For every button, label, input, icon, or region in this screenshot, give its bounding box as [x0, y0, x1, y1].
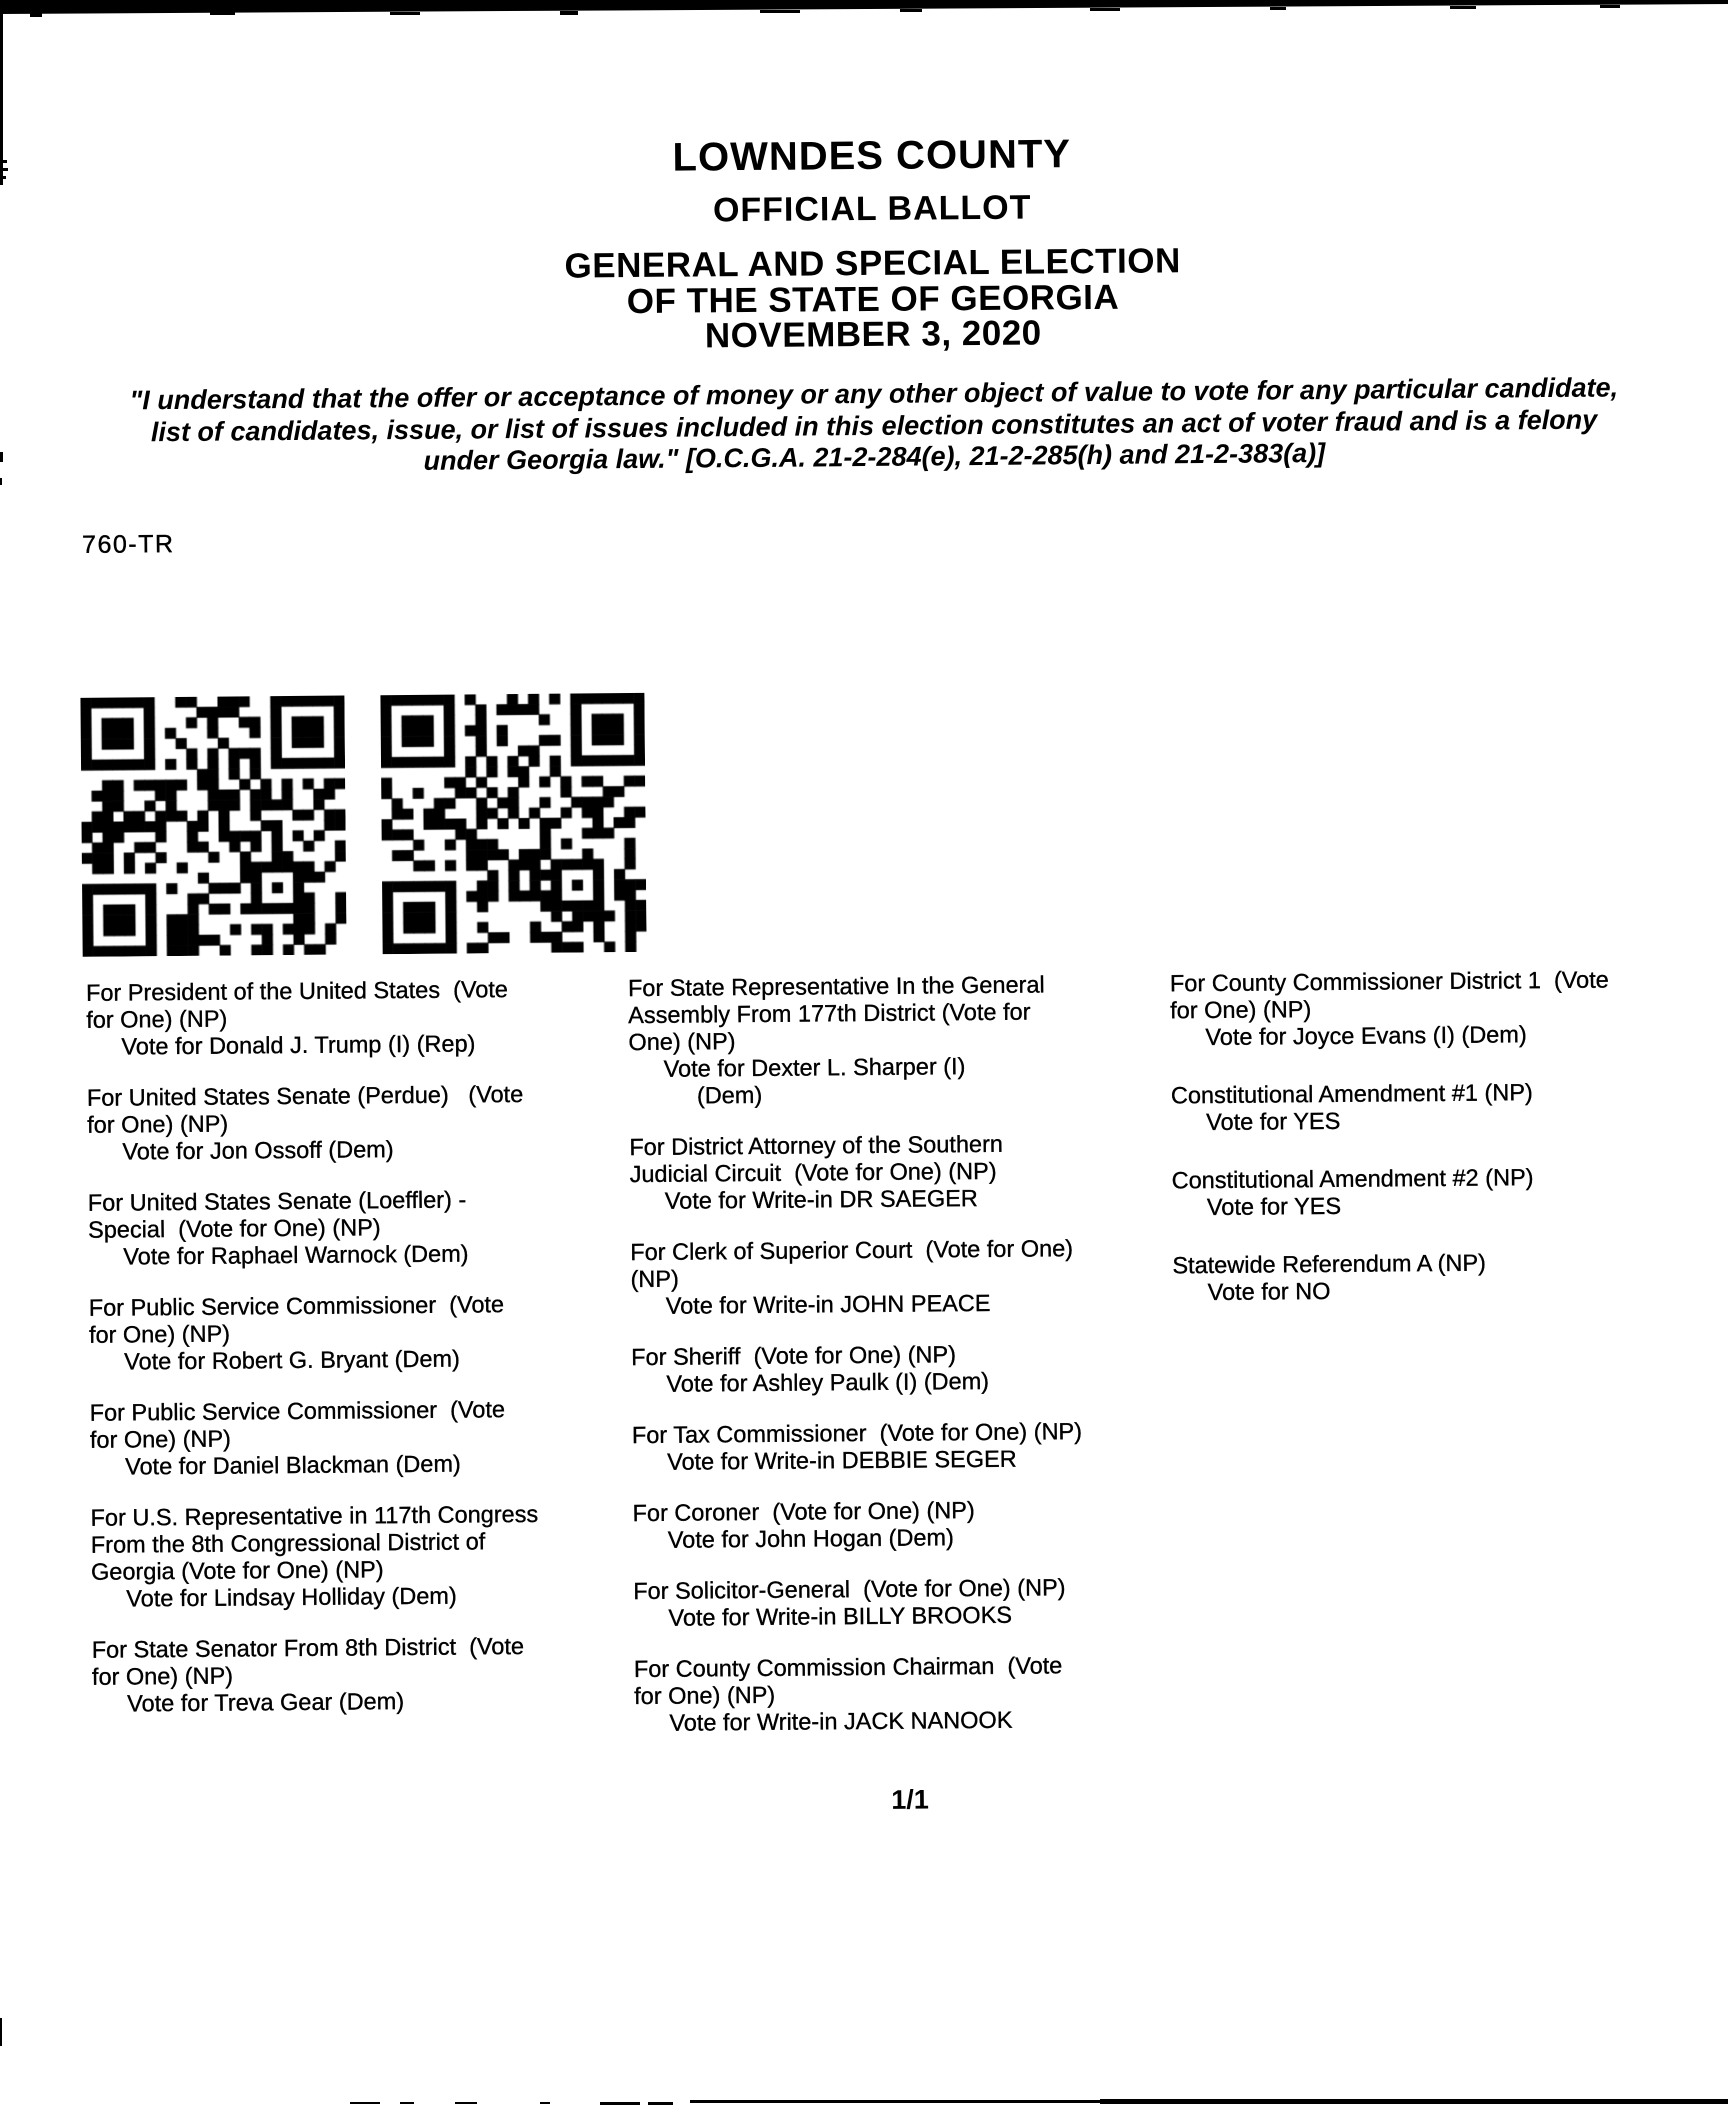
scan-artifact-bottom-dash [648, 2102, 673, 2105]
contest-title-line: For United States Senate (Perdue) (Vote [86, 1081, 524, 1111]
scan-artifact-bottom-dash [455, 2102, 477, 2104]
contest-block [632, 1418, 1083, 1476]
vote-selection-line: Vote for Joyce Evans (I) (Dem) [1205, 1021, 1527, 1051]
contest-title-line: for One) (NP) [91, 1662, 234, 1690]
contest-block [630, 1235, 1081, 1320]
contest-block [1171, 1079, 1610, 1137]
contest-title-line: For County Commissioner District 1 (Vote [1169, 966, 1609, 997]
contest-title-line: for One) (NP) [89, 1425, 232, 1453]
vote-selection-line: Vote for Lindsay Holliday (Dem) [126, 1582, 457, 1612]
scan-artifact-left-dot [0, 2018, 2, 2046]
scan-artifact-bottom-dash [600, 2102, 640, 2105]
contest-title-line: for One) (NP) [88, 1320, 231, 1348]
vote-selection-line: Vote for Ashley Paulk (I) (Dem) [666, 1367, 990, 1397]
contest-title-line: (NP) [630, 1265, 679, 1293]
county-title: LOWNDES COUNTY [672, 132, 1072, 180]
vote-selection-line: Vote for Write-in DEBBIE SEGER [667, 1445, 1017, 1475]
scan-artifact-left-tick [0, 168, 8, 171]
contest-title-line: for One) (NP) [87, 1110, 229, 1138]
contest-title-line: For United States Senate (Loeffler) - [87, 1186, 467, 1216]
contest-title-line: For Clerk of Superior Court (Vote for One) [630, 1235, 1074, 1266]
scan-artifact-bottom-edge [1100, 2099, 1728, 2104]
contest-title-line: for One) (NP) [86, 1005, 228, 1033]
ballot-qr-code-2 [380, 693, 646, 954]
contest-block [1172, 1249, 1611, 1307]
contest-title-line: From the 8th Congressional District of [90, 1528, 486, 1558]
scan-artifact-bottom-dash [350, 2102, 380, 2104]
contest-title-line: For Coroner (Vote for One) (NP) [632, 1497, 975, 1527]
contest-column-2 [628, 971, 1085, 1761]
contest-title-line: For Tax Commissioner (Vote for One) (NP) [631, 1418, 1083, 1449]
scan-artifact-tick [210, 12, 235, 15]
scan-artifact-tick [900, 9, 922, 12]
scan-artifact-bottom-dash [540, 2102, 550, 2104]
scan-artifact-tick [1270, 7, 1286, 10]
voter-fraud-disclaimer [1, 371, 1728, 481]
scan-artifact-left-dot [0, 452, 3, 462]
text-line: NOVEMBER 3, 2020 [704, 313, 1042, 356]
vote-selection-line: (Dem) [696, 1081, 763, 1109]
ballot-qr-code-1 [80, 696, 346, 957]
vote-selection-line: Vote for Robert G. Bryant (Dem) [124, 1345, 460, 1375]
vote-selection-line: Vote for Dexter L. Sharper (I) [663, 1053, 966, 1082]
contest-title-line: For County Commission Chairman (Vote [633, 1652, 1063, 1683]
vote-selection-line: Vote for YES [1206, 1192, 1342, 1221]
contest-title-line: For State Representative In the General [627, 971, 1045, 1002]
vote-selection-line: Vote for Write-in BILLY BROOKS [668, 1601, 1013, 1631]
contest-block [87, 1081, 535, 1166]
contest-title-line: For U.S. Representative in 117th Congress [90, 1500, 539, 1531]
contest-title-line: for One) (NP) [634, 1681, 776, 1710]
text-line: "I understand that the offer or acceptance of money or any other object of value to vote for any particular candidate, [129, 372, 1619, 416]
text-line: list of candidates, issue, or list of issues included in this election constitutes an act of voter fraud and is a felony [150, 404, 1598, 447]
contest-block [632, 1496, 1083, 1554]
text-line: OF THE STATE OF GEORGIA [626, 277, 1120, 321]
vote-selection-line: Vote for Treva Gear (Dem) [127, 1688, 405, 1717]
contest-title-line: For President of the United States (Vote [85, 976, 509, 1006]
contest-block [631, 1340, 1082, 1398]
contest-column-3 [1170, 967, 1612, 1338]
contest-block [89, 1291, 537, 1376]
vote-selection-line: Vote for Write-in DR SAEGER [664, 1185, 978, 1214]
page-number: 1/1 [891, 1784, 929, 1815]
scan-artifact-tick [560, 11, 578, 15]
contest-title-line: One) (NP) [628, 1028, 736, 1056]
vote-selection-line: Vote for Write-in JOHN PEACE [665, 1289, 991, 1319]
scan-artifact-tick [390, 12, 420, 15]
contest-title-line: For State Senator From 8th District (Vote [91, 1633, 525, 1663]
scan-artifact-tick [1600, 5, 1620, 8]
scan-artifact-bottom-dash [400, 2102, 414, 2104]
vote-selection-line: Vote for John Hogan (Dem) [667, 1524, 954, 1553]
vote-selection-line: Vote for Donald J. Trump (I) (Rep) [121, 1030, 476, 1060]
election-title [0, 238, 1728, 360]
contest-block [1172, 1164, 1611, 1222]
contest-title-line: For Public Service Commissioner (Vote [89, 1396, 506, 1426]
ballot-type-title: OFFICIAL BALLOT [712, 188, 1032, 230]
contest-title-line: For Public Service Commissioner (Vote [88, 1291, 505, 1321]
contest-title-line: Special (Vote for One) (NP) [87, 1214, 381, 1243]
scan-artifact-tick [1090, 8, 1120, 11]
contest-block [633, 1574, 1084, 1632]
contest-column-1 [86, 976, 540, 1742]
scan-artifact-left-edge-line [0, 10, 3, 185]
vote-selection-line: Vote for YES [1206, 1107, 1341, 1136]
vote-selection-line: Vote for Daniel Blackman (Dem) [125, 1450, 461, 1480]
contest-title-line: Georgia (Vote for One) (NP) [90, 1556, 384, 1585]
scan-artifact-left-tick [0, 160, 7, 163]
text-line: GENERAL AND SPECIAL ELECTION [564, 241, 1181, 286]
contest-title-line: For Sheriff (Vote for One) (NP) [631, 1341, 957, 1371]
contest-block [634, 1652, 1085, 1737]
contest-title-line: For Solicitor-General (Vote for One) (NP) [633, 1574, 1066, 1605]
contest-title-line: For District Attorney of the Southern [629, 1130, 1004, 1161]
contest-title-line: for One) (NP) [1170, 996, 1312, 1024]
contest-title-line: Statewide Referendum A (NP) [1172, 1249, 1487, 1279]
contest-title-line: Assembly From 177th District (Vote for [628, 998, 1031, 1029]
text-line: under Georgia law." [O.C.G.A. 21-2-284(e), 21-2-285(h) and 21-2-383(a)] [423, 438, 1326, 477]
contest-block [629, 1130, 1080, 1215]
vote-selection-line: Vote for Write-in JACK NANOOK [669, 1706, 1013, 1736]
scan-artifact-left-dot [0, 478, 2, 485]
contest-title-line: Constitutional Amendment #1 (NP) [1170, 1079, 1533, 1109]
vote-selection-line: Vote for NO [1207, 1277, 1331, 1306]
scan-artifact-tick [30, 13, 42, 17]
scan-artifact-tick [760, 10, 800, 13]
vote-selection-line: Vote for Raphael Warnock (Dem) [123, 1240, 469, 1270]
contest-block [628, 971, 1079, 1110]
scan-artifact-left-tick [0, 176, 6, 179]
contest-title-line: Constitutional Amendment #2 (NP) [1171, 1164, 1534, 1194]
contest-block [90, 1396, 538, 1481]
contest-block [90, 1501, 539, 1613]
contest-title-line: Judicial Circuit (Vote for One) (NP) [629, 1157, 997, 1188]
contest-block [1170, 967, 1609, 1052]
scan-artifact-tick [1450, 6, 1476, 9]
contest-block [88, 1186, 536, 1271]
contest-block [86, 976, 534, 1061]
vote-selection-line: Vote for Jon Ossoff (Dem) [122, 1136, 394, 1165]
contest-block [92, 1633, 540, 1718]
ballot-style-code: 760-TR [81, 530, 175, 559]
